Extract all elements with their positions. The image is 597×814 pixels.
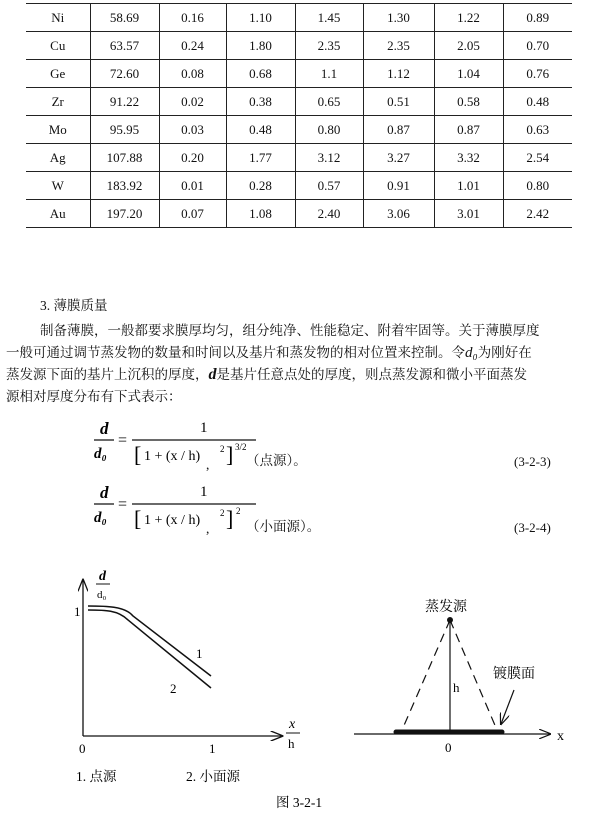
table-cell: 0.58 [434, 88, 503, 116]
diagram-x-label: x [557, 729, 564, 744]
table-cell: 0.20 [159, 144, 226, 172]
evaporation-geometry-diagram [354, 598, 564, 755]
surface-label: 镀膜面 [493, 667, 535, 682]
table-cell: 1.30 [363, 4, 434, 32]
table-cell: 91.22 [90, 88, 159, 116]
legend-point-source: 1. 点源 [76, 769, 117, 784]
table-cell: 0.38 [226, 88, 295, 116]
source-label: 蒸发源 [425, 600, 467, 615]
element-symbol-cell: Ag [26, 144, 90, 172]
eq-exponent: 2 [236, 506, 241, 516]
table-cell: 2.40 [295, 200, 363, 228]
table-cell: 107.88 [90, 144, 159, 172]
table-cell: 0.89 [503, 4, 572, 32]
table-cell: 0.01 [159, 172, 226, 200]
table-row [26, 32, 572, 60]
thickness-distribution-plot [74, 569, 300, 784]
table-cell: 197.20 [90, 200, 159, 228]
table-cell: 0.63 [503, 116, 572, 144]
legend-small-surface-source: 2. 小面源 [186, 769, 240, 784]
element-data-table [26, 3, 572, 228]
equation-point-source [60, 412, 260, 480]
element-symbol-cell: Mo [26, 116, 90, 144]
paragraph-line-3 [6, 364, 527, 386]
table-cell: 0.16 [159, 4, 226, 32]
symbol-d: d [208, 366, 217, 383]
eq-inner-sq: 2 [220, 444, 225, 454]
y-label-den: d₀ [97, 589, 107, 601]
x-label-num: x [289, 717, 296, 732]
eq1-note: （点源）。 [246, 453, 307, 468]
svg-text:=: = [118, 432, 128, 449]
table-cell: 0.48 [226, 116, 295, 144]
table-row [26, 200, 572, 228]
table-cell: 0.91 [363, 172, 434, 200]
table-cell: 1.10 [226, 4, 295, 32]
eq-inner: 1 + (x / h) [144, 513, 201, 528]
table-row [26, 60, 572, 88]
table-cell: 3.27 [363, 144, 434, 172]
element-symbol-cell: Ni [26, 4, 90, 32]
right-ray [450, 620, 497, 730]
eq-lhs-num: d [100, 419, 109, 438]
section-heading: 3. 薄膜质量 [40, 298, 108, 313]
diagram-origin: 0 [445, 740, 452, 755]
eq-exponent: 3/2 [235, 442, 247, 452]
eq-rhs-num: 1 [200, 420, 208, 436]
eq-rhs-num: 1 [200, 484, 208, 500]
table-cell: 3.01 [434, 200, 503, 228]
table-row [26, 144, 572, 172]
height-label: h [453, 680, 460, 695]
table-cell: 2.54 [503, 144, 572, 172]
x-tick-1: 1 [209, 741, 216, 756]
table-cell: 0.51 [363, 88, 434, 116]
figure-3-2-1 [0, 560, 597, 814]
table-cell: 0.03 [159, 116, 226, 144]
table-cell: 0.65 [295, 88, 363, 116]
paragraph-text: 蒸发源下面的基片上沉积的厚度， [6, 367, 209, 382]
paragraph-line-1: 制备薄膜，一般都要求膜厚均匀，组分纯净、性能稳定、附着牢固等。关于薄膜厚度 [40, 323, 540, 338]
table-cell: 1.80 [226, 32, 295, 60]
table-cell: 0.80 [295, 116, 363, 144]
left-ray [402, 620, 450, 730]
table-cell: 0.80 [503, 172, 572, 200]
table-cell: 1.12 [363, 60, 434, 88]
table-cell: 2.35 [295, 32, 363, 60]
eq-lhs-den: d₀ [94, 446, 107, 462]
surface-pointer-arrow [501, 690, 514, 724]
element-symbol-cell: Zr [26, 88, 90, 116]
table-cell: 0.87 [363, 116, 434, 144]
symbol-d0: d₀ [465, 345, 478, 361]
eq1-number: (3-2-3) [514, 454, 551, 469]
y-label-num: d [99, 569, 106, 584]
paragraph-line-4: 源相对厚度分布有下式表示： [6, 389, 182, 404]
table-cell: 58.69 [90, 4, 159, 32]
svg-text:]: ] [226, 442, 234, 467]
element-symbol-cell: Au [26, 200, 90, 228]
table-cell: 63.57 [90, 32, 159, 60]
table-cell: 3.12 [295, 144, 363, 172]
table-cell: 1.1 [295, 60, 363, 88]
eq-inner: 1 + (x / h) [144, 449, 201, 464]
table-cell: 95.95 [90, 116, 159, 144]
eq-lhs-den: d₀ [94, 510, 107, 526]
eq2-note: （小面源）。 [246, 519, 321, 534]
curve-point-source [88, 606, 211, 676]
table-cell: 1.08 [226, 200, 295, 228]
element-symbol-cell: Cu [26, 32, 90, 60]
svg-text:[: [ [134, 506, 142, 531]
figure-caption: 图 3-2-1 [276, 795, 323, 810]
curve-1-label: 1 [196, 646, 203, 661]
paragraph-text: 为刚好在 [477, 345, 532, 360]
table-row [26, 116, 572, 144]
table-row [26, 4, 572, 32]
table-cell: 0.70 [503, 32, 572, 60]
table-row [26, 88, 572, 116]
table-cell: 0.57 [295, 172, 363, 200]
table-cell: 2.35 [363, 32, 434, 60]
y-tick-1: 1 [74, 604, 81, 619]
table-cell: 0.24 [159, 32, 226, 60]
table-cell: 0.87 [434, 116, 503, 144]
eq2-number: (3-2-4) [514, 520, 551, 535]
table-cell: 2.42 [503, 200, 572, 228]
table-cell: 183.92 [90, 172, 159, 200]
eq-inner-sq: 2 [220, 508, 225, 518]
table-cell: 72.60 [90, 60, 159, 88]
table-cell: 0.68 [226, 60, 295, 88]
paragraph-text: 是基片任意点处的厚度，则点蒸发源和微小平面蒸发 [216, 367, 527, 382]
table-row [26, 172, 572, 200]
table-cell: 0.28 [226, 172, 295, 200]
table-cell: 3.06 [363, 200, 434, 228]
table-cell: 3.32 [434, 144, 503, 172]
table-cell: 0.76 [503, 60, 572, 88]
element-symbol-cell: Ge [26, 60, 90, 88]
table-cell: 0.48 [503, 88, 572, 116]
eq-lhs-num: d [100, 483, 109, 502]
svg-text:=: = [118, 496, 128, 513]
table-cell: 0.08 [159, 60, 226, 88]
table-cell: 0.07 [159, 200, 226, 228]
svg-text:]: ] [226, 506, 234, 531]
paragraph-text: 一般可通过调节蒸发物的数量和时间以及基片和蒸发物的相对位置来控制。令 [6, 345, 465, 360]
table-cell: 0.02 [159, 88, 226, 116]
table-cell: 1.77 [226, 144, 295, 172]
svg-text:[: [ [134, 442, 142, 467]
x-label-den: h [288, 736, 295, 751]
table-cell: 1.04 [434, 60, 503, 88]
equation-small-surface-source [60, 478, 260, 540]
curve-2-label: 2 [170, 681, 177, 696]
table-cell: 1.45 [295, 4, 363, 32]
paragraph-line-2 [6, 342, 532, 364]
origin-label: 0 [79, 741, 86, 756]
table-cell: 1.01 [434, 172, 503, 200]
curve-small-surface-source [88, 610, 211, 688]
table-cell: 2.05 [434, 32, 503, 60]
element-symbol-cell: W [26, 172, 90, 200]
table-cell: 1.22 [434, 4, 503, 32]
